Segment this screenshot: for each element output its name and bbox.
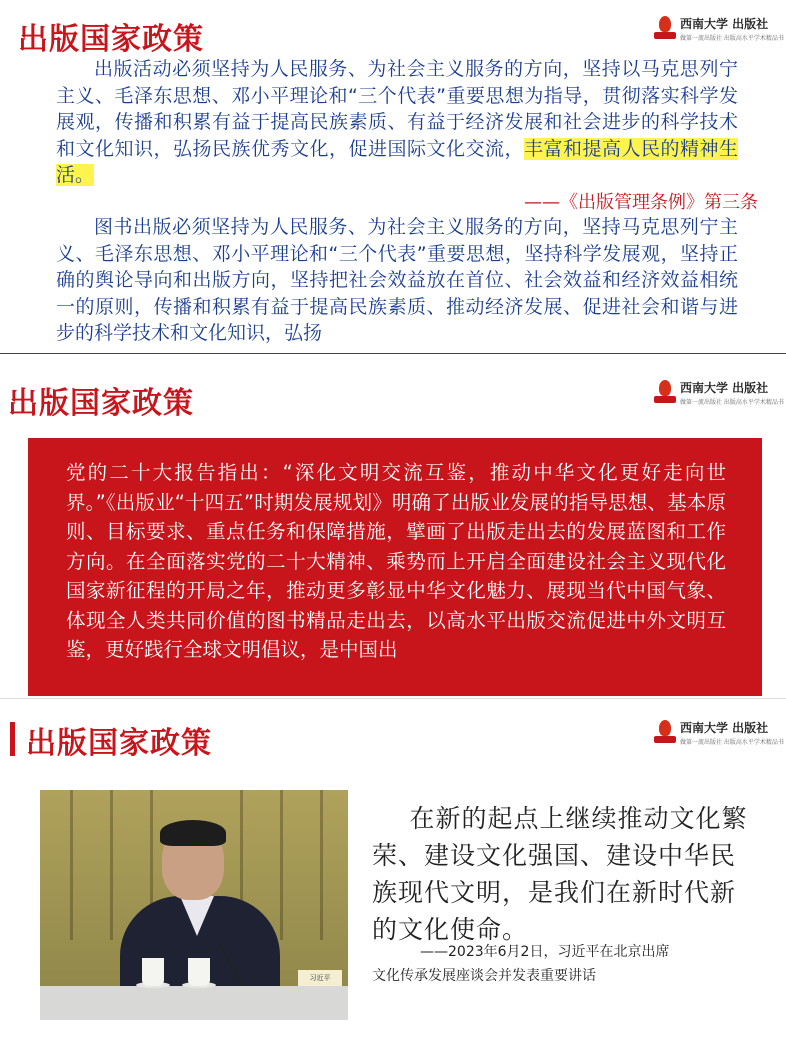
citation-line-1: ——2023年6月2日，习近平在北京出席 — [420, 944, 670, 960]
slide-divider — [0, 698, 786, 699]
red-text-box — [28, 438, 762, 696]
speaker-photo — [40, 790, 348, 1020]
flame-logo-icon — [654, 16, 676, 42]
slide-divider — [0, 353, 786, 354]
slide-2 — [0, 356, 786, 696]
policy-paragraph-2: 图书出版必须坚持为人民服务、为社会主义服务的方向，坚持马克思列宁主义、毛泽东思想、邓小平理论和“三个代表”重要思想，坚持科学发展观，坚持正确的舆论导向和出版方向，坚持把社会效益放在首位、社会效益和经济效益相统一的原则，传播和积累有益于提高民族素质、推动经济发展、促进社会和谐与进步的科学技术和文化知识，弘扬 — [56, 216, 738, 344]
slide-title: 出版国家政策 — [18, 22, 204, 57]
title-accent-bar — [10, 722, 15, 756]
quote-text: 在新的起点上继续推动文化繁荣、建设文化强国、建设中华民族现代文明，是我们在新时代新的文化使命。 — [372, 804, 748, 944]
highlighted-text: 丰富和提高人民的精神生活。 — [56, 137, 738, 186]
publisher-logo — [654, 378, 784, 412]
publisher-name: 西南大学 出版社 — [680, 381, 769, 395]
publisher-motto: 做第一流出版社 出版高水平学术精品书 — [680, 399, 784, 406]
quote-citation — [372, 940, 762, 988]
publisher-name: 西南大学 出版社 — [680, 721, 769, 735]
flame-logo-icon — [654, 380, 676, 406]
publisher-logo — [654, 14, 784, 48]
publisher-name: 西南大学 出版社 — [680, 17, 769, 31]
flame-logo-icon — [654, 720, 676, 746]
slide-title: 出版国家政策 — [8, 386, 194, 421]
slide-title: 出版国家政策 — [26, 726, 212, 761]
report-paragraph: 党的二十大报告指出：“深化文明交流互鉴，推动中华文化更好走向世界。”《出版业“十四五”时期发展规划》明确了出版业发展的指导思想、基本原则、目标要求、重点任务和保障措施，擘画了出版走出去的发展蓝图和工作方向。在全面落实党的二十大精神、乘势而上开启全面建设社会主义现代化国家新征程的开局之年，推动更多彰显中华文化魅力、展现当代中国气象、体现全人类共同价值的图书精品走出去，以高水平出版交流促进中外文明互鉴，更好践行全球文明倡议，是中国出 — [66, 461, 726, 661]
slide-1 — [0, 0, 786, 352]
policy-paragraph-1 — [56, 56, 738, 189]
publisher-motto: 做第一流出版社 出版高水平学术精品书 — [680, 739, 784, 746]
paragraph-text: 出版活动必须坚持为人民服务、为社会主义服务的方向，坚持以马克思列宁主义、毛泽东思想、邓小平理论和“三个代表”重要思想为指导，贯彻落实科学发展观，传播和积累有益于提高民族素质、有益于经济发展和社会进步的科学技术和文化知识，弘扬民族优秀文化，促进国际文化交流， — [56, 58, 738, 160]
citation: ——《出版管理条例》第三条 — [524, 192, 758, 213]
citation-line-2: 文化传承发展座谈会并发表重要讲话 — [372, 968, 596, 984]
publisher-motto: 做第一流出版社 出版高水平学术精品书 — [680, 35, 784, 42]
publisher-logo — [654, 718, 784, 752]
nameplate: 习近平 — [298, 970, 342, 986]
slide-3 — [0, 700, 786, 1048]
